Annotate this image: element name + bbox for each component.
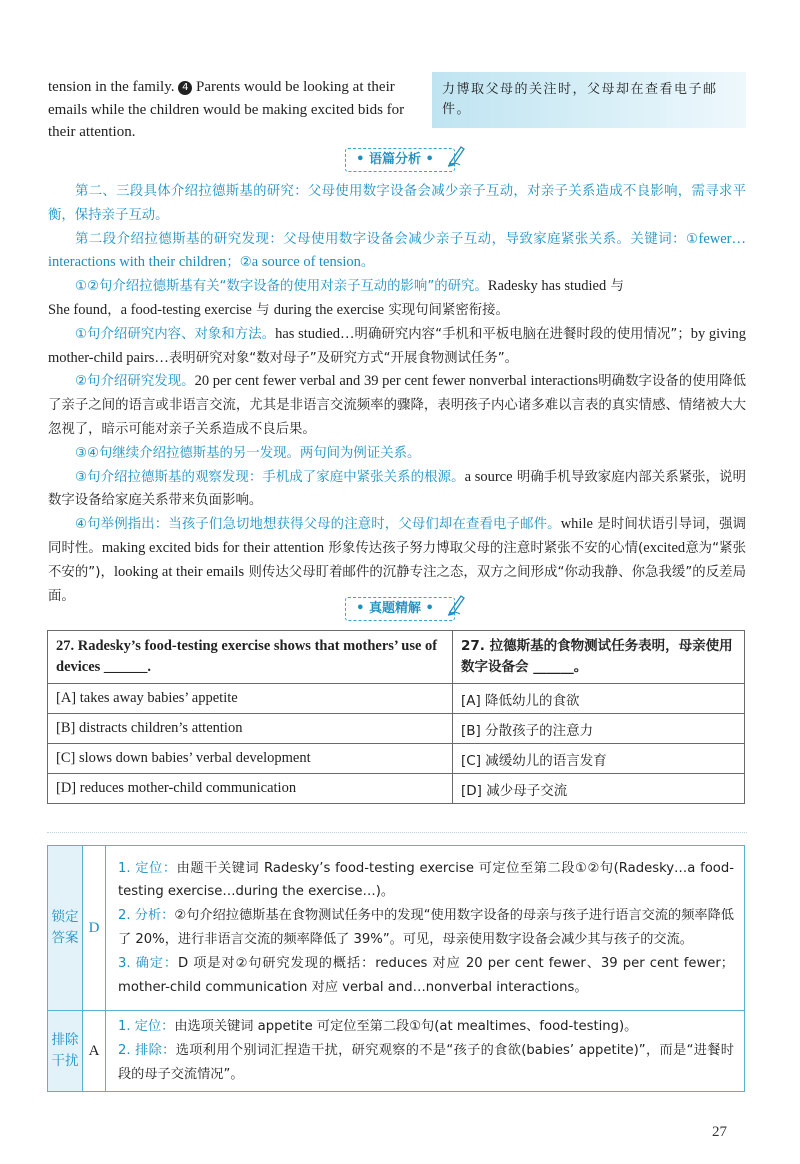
keyword-2: a source of tension [251,254,361,271]
passage-line1: tension in the family. [48,79,175,95]
exclude-distractor-row [48,1011,745,1092]
distractor-letter: A [83,1011,106,1092]
analysis-sentence-4: ④句举例指出：当孩子们急切地想获得父母的注意时，父母们却在查看电子邮件。while 是时间状语引导词，强调同时性。making excited bids for their attention 形象传达孩子努力博取父母的注意时紧张不安的心情(excited意为“紧张不安的”)，looking at their emails 则传达父母盯着邮件的沉静专注之态，双方之间形成“你动我静、你急我缓”的反差局面。 [48,516,746,604]
analysis-sentences-3-4: ③④句继续介绍拉德斯基的另一发现。两句间为例证关系。 [75,445,421,461]
option-d-en: [D] reduces mother-child communication [48,774,453,804]
pen-icon [446,143,468,167]
analysis-sentence-3: ③句介绍拉德斯基的观察发现：手机成了家庭中紧张关系的根源。a source 明确手机导致家庭内部关系紧张，说明数字设备给家庭关系带来负面影响。 [48,468,747,509]
section-title: • 语篇分析 • [356,152,434,167]
option-row [48,774,745,804]
page-number: 27 [712,1124,727,1140]
analysis-sentences-1-2: ①②句介绍拉德斯基有关“数字设备的使用对亲子互动的影响”的研究。Radesky has studied 与 She found，a food-testing exercise 与 during the exercise 实现句间紧密衔接。 [48,278,624,318]
question-stem-en: 27. Radesky’s food-testing exercise shows that mothers’ use of devices ______. [48,631,453,684]
option-c-en: [C] slows down babies’ verbal development [48,744,453,774]
exclude-distractor-label: 排除干扰 [48,1011,83,1092]
analysis-sentence-2: ②句介绍研究发现。20 per cent fewer verbal and 39 per cent fewer nonverbal interactions明确数字设备的使用降低了亲子之间的语言或非语言交流，尤其是非语言交流频率的骤降，表明孩子内心诸多难以言表的真实情感、情绪被大大忽视了，暗示可能对亲子关系造成不良后果。 [48,373,746,437]
option-c-zh: [C] 减缓幼儿的语言发育 [453,744,745,774]
option-row [48,684,745,714]
translation-box [432,72,746,128]
lock-answer-row [48,846,745,1011]
sentence-number-4: 4 [178,81,192,95]
pen-icon [446,592,468,616]
section-header-question-analysis [0,597,800,621]
translation-text: 力博取父母的关注时，父母却在查看电子邮件。 [442,82,718,117]
analysis-sentence-1: ①句介绍研究内容、对象和方法。has studied…明确研究内容“手机和平板电脑在进餐时段的使用情况”；by giving mother-child pairs…表明研究对象“数对母子”及研究方式“开展食物测试任务”。 [48,325,746,366]
option-a-zh: [A] 降低幼儿的食欲 [453,684,745,714]
correct-answer-letter: D [83,846,106,1011]
option-row [48,744,745,774]
option-row [48,714,745,744]
lock-answer-content: 1. 定位：由题干关键词 Radesky’s food-testing exercise 可定位至第二段①②句(Radesky…a food-testing exercise…during the exercise…)。 2. 分析：②句介绍拉德斯基在食物测试任务中的发现“使用数字设备的母亲与孩子进行语言交流的频率降低了 20%，进行非语言交流的频率降低了 39%”。可见，母亲使用数字设备会减少其与孩子的交流。 3. 确定：D 项是对②句研究发现的概括：reduces 对应 20 per cent fewer、39 per cent fewer；mother-child communication 对应 verbal and…nonverbal interactions。 [106,846,745,1011]
question-stem-row [48,631,745,684]
question-table [47,630,745,804]
keyword-1: fewer…interactions with their children [48,230,746,271]
exclude-distractor-content: 1. 定位：由选项关键词 appetite 可定位至第二段①句(at mealtimes、food-testing)。 2. 排除：选项利用个别词汇捏造干扰，研究观察的不是“孩子的食欲(babies’ appetite)”，而是“进餐时段的母子交流情况”。 [106,1011,745,1092]
section-header-discourse-analysis [0,148,800,172]
option-a-en: [A] takes away babies’ appetite [48,684,453,714]
lock-answer-label: 锁定答案 [48,846,83,1011]
divider [47,832,747,833]
option-d-zh: [D] 减少母子交流 [453,774,745,804]
passage-text [48,76,434,144]
analysis-body [48,180,746,608]
option-b-en: [B] distracts children’s attention [48,714,453,744]
option-b-zh: [B] 分散孩子的注意力 [453,714,745,744]
analysis-para2-summary: 第二段介绍拉德斯基的研究发现：父母使用数字设备会减少亲子互动，导致家庭紧张关系。关键词：①fewer…interactions with their children；②a source of tension。 [48,230,746,271]
answer-table [47,845,745,1092]
question-stem-zh: 27. 拉德斯基的食物测试任务表明，母亲使用数字设备会 ______。 [453,631,745,684]
passage-rest: Parents would be looking at their emails while the children would be making excited bids for their attention. [48,79,405,140]
section-title: • 真题精解 • [356,601,434,616]
analysis-overview: 第二、三段具体介绍拉德斯基的研究：父母使用数字设备会减少亲子互动，对亲子关系造成不良影响，需寻求平衡，保持亲子互动。 [48,184,746,223]
